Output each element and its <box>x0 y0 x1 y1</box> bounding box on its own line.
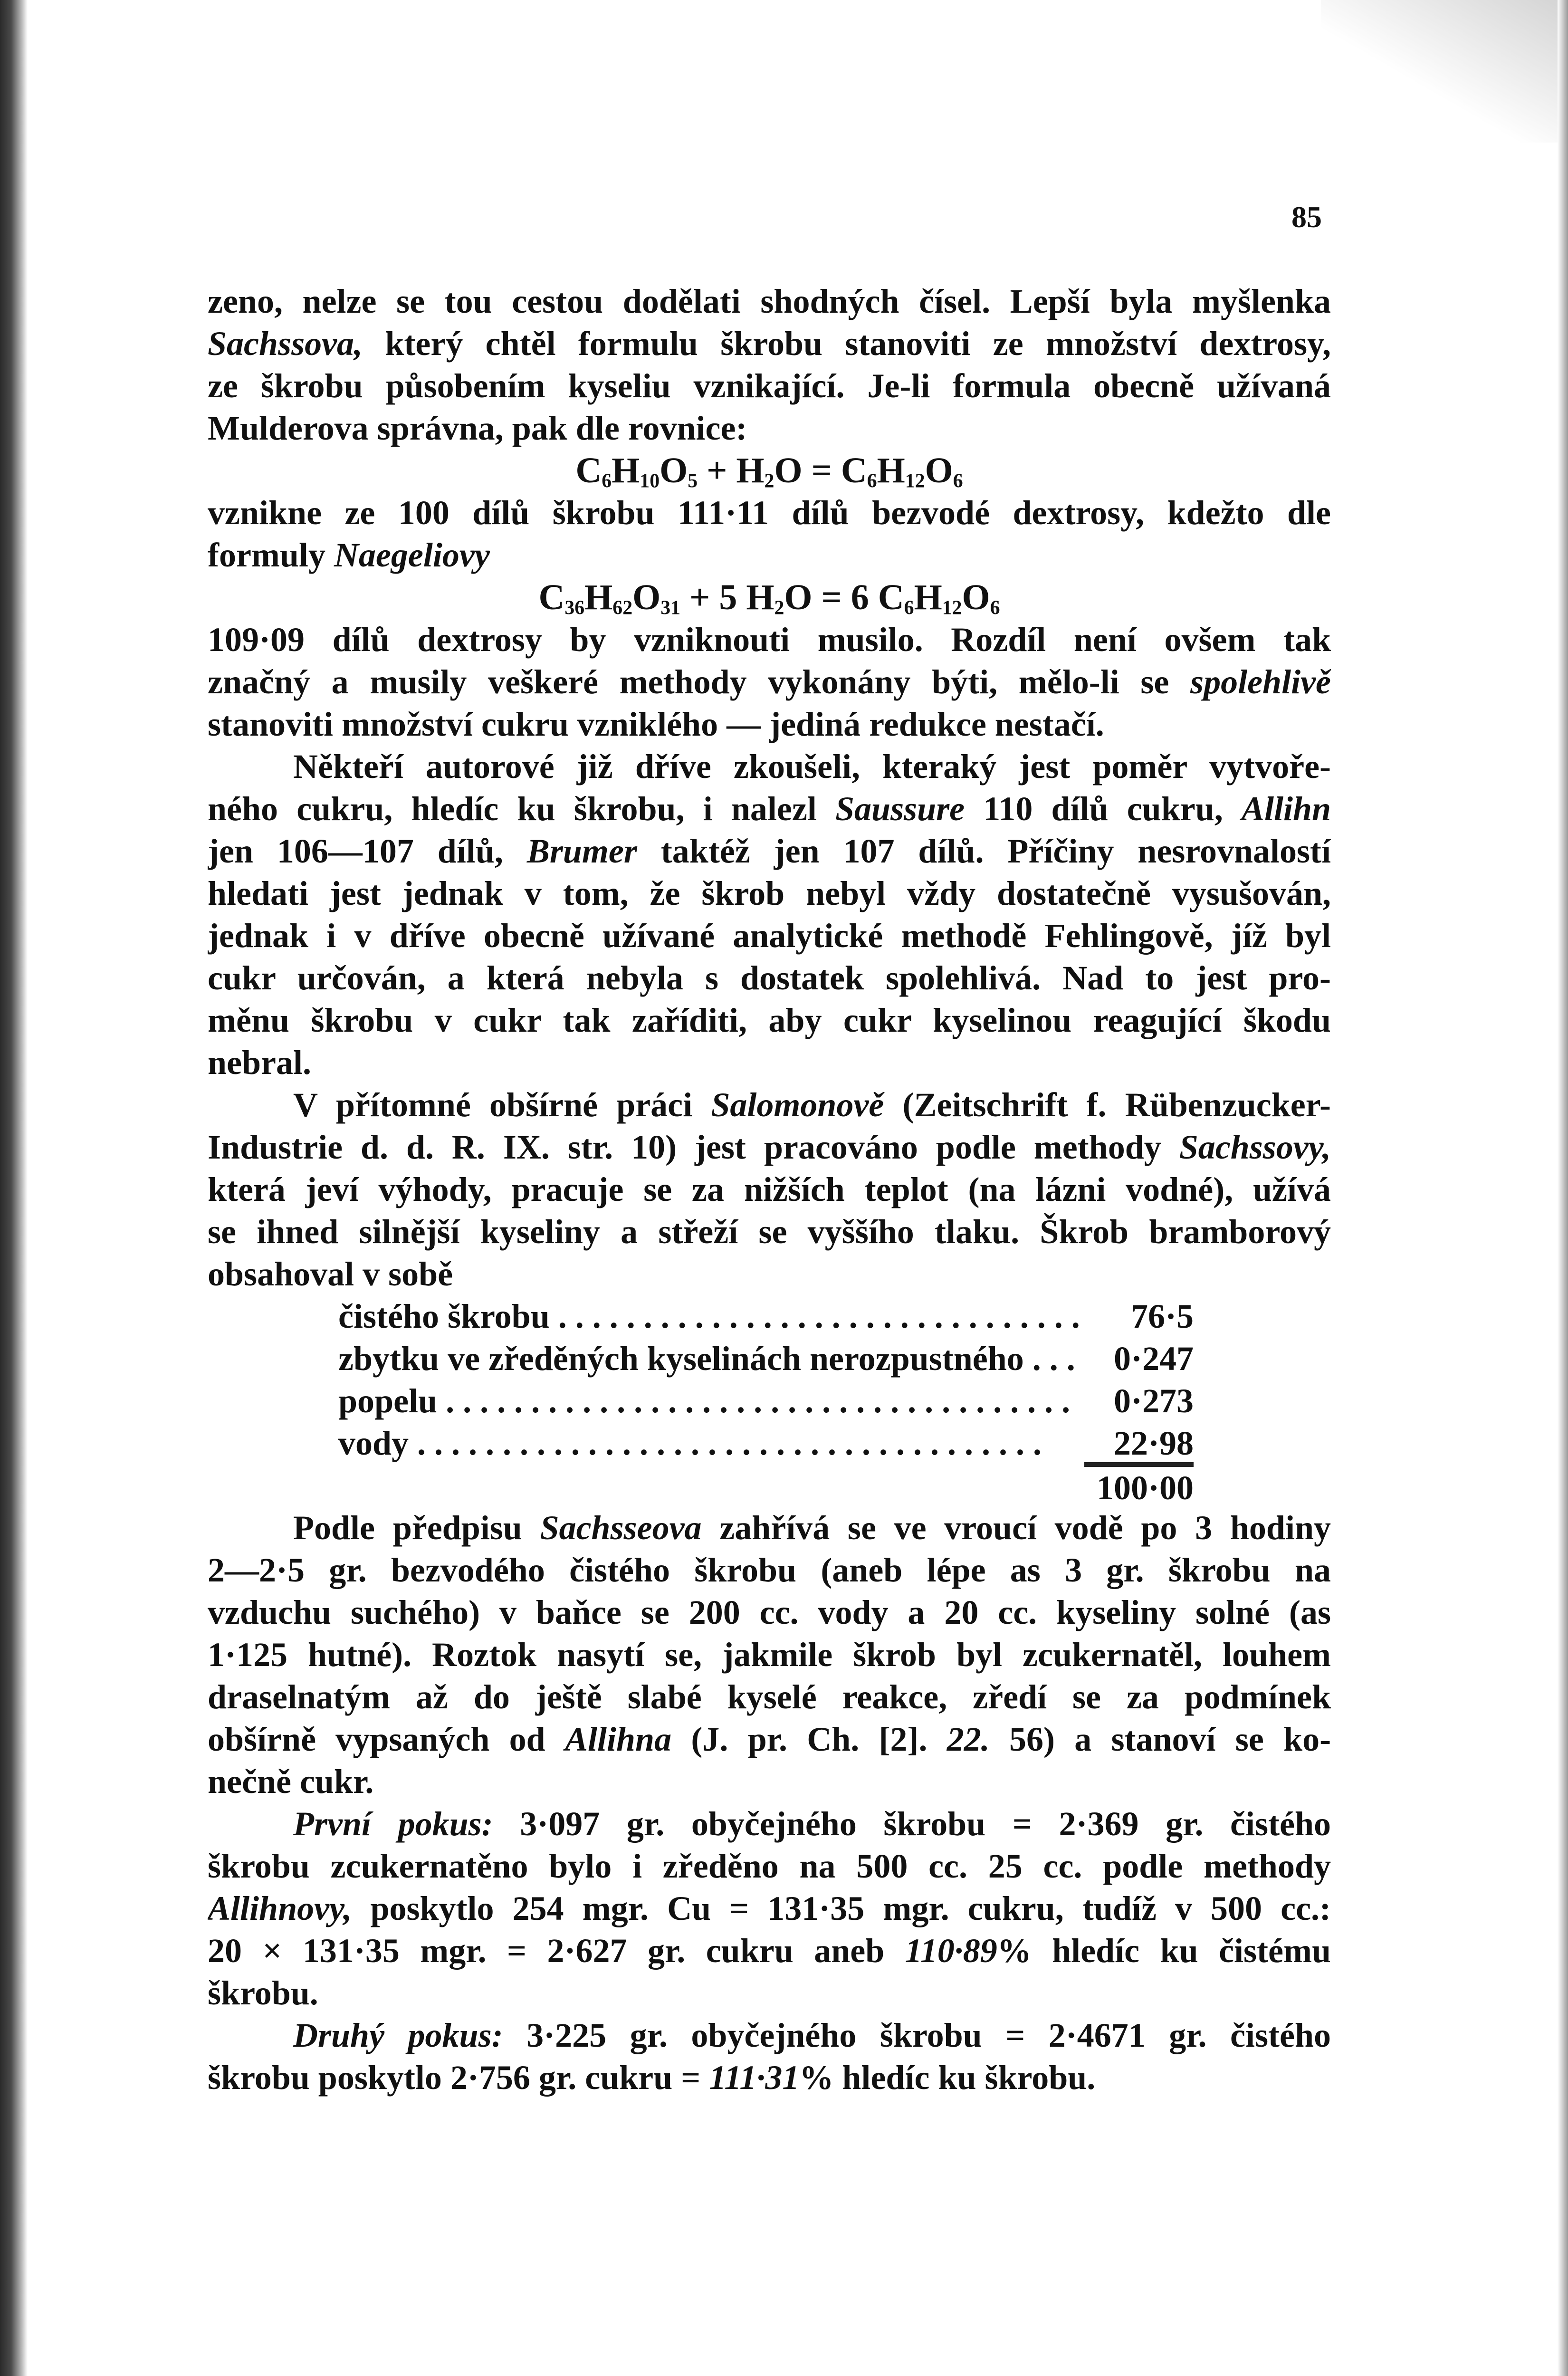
equation-naegeli: $C_{36}H_{62}O_{31} + 5$ $H_2O = 6$ $C_6H_{12}O_6$ <box>538 577 1000 619</box>
author-name: Saussure <box>835 790 965 828</box>
composition-row <box>338 1422 1194 1465</box>
author-name: Allihna <box>564 1720 672 1758</box>
composition-label: popelu . . . <box>338 1380 1084 1422</box>
author-name: Naegeliovy <box>334 536 490 574</box>
composition-value: 0·273 <box>1113 1382 1194 1420</box>
text-line: jednak i v dříve obecně užívané analytické methodě Fehlingově, jíž byl <box>208 917 1331 955</box>
equation-mulder: $C_6H_{10}O_5 + H_2O = C_6H_{12}O_6$ <box>575 450 963 492</box>
text-line: která jeví výhody, pracuje se za nižších teplot (na lázni vodné), užívá <box>208 1170 1331 1208</box>
text-line: Allihnovy, poskytlo 254 mgr. Cu = 131·35 mgr. cukru, tudíž v 500 cc.: <box>208 1889 1331 1927</box>
composition-value: 0·247 <box>1113 1340 1194 1378</box>
text-line: Sachssova, který chtěl formulu škrobu stanoviti ze množství dextrosy, <box>208 325 1331 363</box>
composition-label: čistého škrobu . . . <box>338 1295 1084 1338</box>
text-line: se ihned silnější kyseliny a střeží se vyššího tlaku. Škrob bramborový <box>208 1213 1331 1251</box>
text-line: vznikne ze 100 dílů škrobu 111·11 dílů bezvodé dextrosy, kdežto dle <box>208 494 1331 532</box>
text-line: 2—2·5 gr. bezvodého čistého škrobu (aneb lépe as 3 gr. škrobu na <box>208 1551 1331 1589</box>
text-line: Industrie d. d. R. IX. str. 10) jest pracováno podle methody Sachssovy, <box>208 1128 1331 1166</box>
text-line: Podle předpisu Sachsseova zahřívá se ve vroucí vodě po 3 hodiny <box>293 1509 1331 1547</box>
text-line: ného cukru, hledíc ku škrobu, i nalezl Saussure 110 dílů cukru, Allihn <box>208 790 1331 828</box>
composition-table <box>338 1295 1194 1507</box>
scan-edge-left <box>0 0 28 2376</box>
author-name: Brumer <box>526 832 637 870</box>
text-line: 1·125 hutné). Roztok nasytí se, jakmile škrob byl zcukernatěl, louhem <box>208 1636 1331 1674</box>
paragraph-5 <box>208 1803 1331 2014</box>
composition-row <box>338 1338 1194 1380</box>
text-line: Mulderova správna, pak dle rovnice: <box>208 409 747 447</box>
page-body <box>208 280 1331 2099</box>
text-line: nečně cukr. <box>208 1763 374 1801</box>
text-line: škrobu poskytlo 2·756 gr. cukru = 111·31% hledíc ku škrobu. <box>208 2059 1096 2097</box>
paragraph-4 <box>208 1507 1331 1803</box>
text-line: škrobu. <box>208 1974 318 2012</box>
composition-total-row <box>338 1465 1194 1507</box>
scan-shadow-top-right <box>1321 0 1568 143</box>
text-line: škrobu zcukernatěno bylo i zředěno na 500 cc. 25 cc. podle methody <box>208 1847 1331 1885</box>
text-line: draselnatým až do ještě slabé kyselé reakce, zředí se za podmínek <box>208 1678 1331 1716</box>
text-line: jen 106—107 dílů, Brumer taktéž jen 107 dílů. Příčiny nesrovnalostí <box>208 832 1331 870</box>
author-name: Salomonově <box>711 1086 884 1124</box>
paragraph-3 <box>208 1084 1331 1295</box>
text-line: nebral. <box>208 1044 312 1082</box>
text-line: stanoviti množství cukru vzniklého — jediná redukce nestačí. <box>208 705 1104 743</box>
scan-edge-right <box>1558 0 1568 2376</box>
composition-label: zbytku ve zředěných kyselinách nerozpustného . . . <box>338 1338 1084 1380</box>
text-line: 109·09 dílů dextrosy by vzniknouti musilo. Rozdíl není ovšem tak <box>208 621 1331 659</box>
page-number: 85 <box>1291 200 1322 234</box>
text-line: obsahoval v sobě <box>208 1255 453 1293</box>
text-line: obšírně vypsaných od Allihna (J. pr. Ch. [2]. 22. 56) a stanoví se ko- <box>208 1720 1331 1758</box>
composition-value: 76·5 <box>1130 1297 1194 1335</box>
text-line: měnu škrobu v cukr tak zaříditi, aby cukr kyselinou reagující škodu <box>208 1001 1331 1039</box>
author-name: Sachsseova <box>540 1509 702 1547</box>
composition-value: 22·98 <box>1084 1422 1194 1465</box>
composition-row <box>338 1380 1194 1422</box>
composition-total: 100·00 <box>1084 1465 1194 1507</box>
author-name: Sachssovy, <box>1179 1128 1331 1166</box>
text-line: vzduchu suchého) v baňce se 200 cc. vody a 20 cc. kyseliny solné (as <box>208 1593 1331 1631</box>
paragraph-2 <box>208 746 1331 1084</box>
paragraph-1 <box>208 280 1331 746</box>
composition-row <box>338 1295 1194 1338</box>
text-line: značný a musily veškeré methody vykonány býti, mělo-li se spolehlivě <box>208 663 1331 701</box>
composition-label: vody . . . <box>338 1422 1084 1465</box>
experiment-label: Druhý pokus: <box>293 2016 503 2054</box>
text-line: 20 × 131·35 mgr. = 2·627 gr. cukru aneb 110·89% hledíc ku čistému <box>208 1932 1331 1970</box>
author-name: Allihn <box>1241 790 1331 828</box>
paragraph-6 <box>208 2014 1331 2099</box>
text-line: ze škrobu působením kyseliu vznikající. Je-li formula obecně užívaná <box>208 367 1331 405</box>
text-line: hledati jest jednak v tom, že škrob nebyl vždy dostatečně vysušován, <box>208 874 1331 912</box>
text-line: cukr určován, a která nebyla s dostatek spolehlivá. Nad to jest pro- <box>208 959 1331 997</box>
text-line: V přítomné obšírné práci Salomonově (Zeitschrift f. Rübenzucker- <box>293 1086 1331 1124</box>
author-name: Allihnovy, <box>208 1889 352 1927</box>
author-name: Sachssova, <box>208 325 363 363</box>
text-line: zeno, nelze se tou cestou dodělati shodných čísel. Lepší byla myšlenka <box>208 282 1331 320</box>
text-line: Někteří autorové již dříve zkoušeli, kteraký jest poměr vytvoře- <box>293 747 1331 786</box>
experiment-label: První pokus: <box>293 1805 493 1843</box>
text-line: Druhý pokus: 3·225 gr. obyčejného škrobu = 2·4671 gr. čistého <box>293 2016 1331 2054</box>
text-line: formuly Naegeliovy <box>208 536 490 574</box>
text-line: První pokus: 3·097 gr. obyčejného škrobu = 2·369 gr. čistého <box>293 1805 1331 1843</box>
